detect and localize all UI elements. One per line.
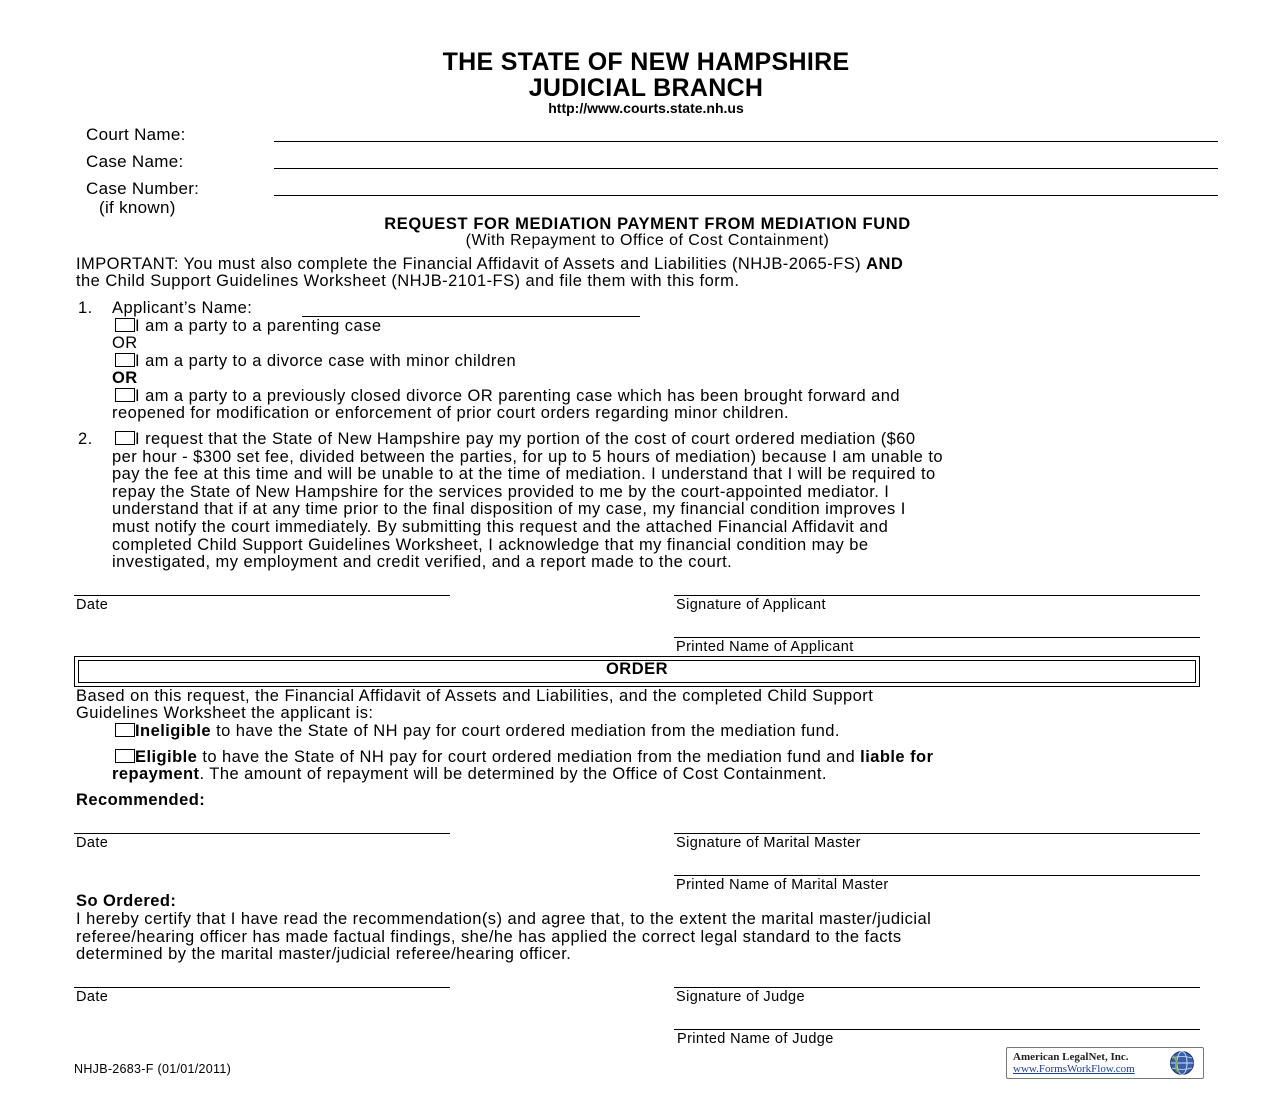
marital-master-printed-name-field[interactable] — [674, 875, 1200, 876]
judge-printed-name-label: Printed Name of Judge — [677, 1031, 834, 1047]
judge-signature-field[interactable] — [674, 987, 1200, 988]
option-parenting-row — [115, 318, 381, 336]
request-payment-checkbox[interactable] — [115, 431, 135, 445]
judge-date-field[interactable] — [74, 987, 450, 988]
case-number-field[interactable] — [274, 195, 1218, 196]
applicant-printed-name-field[interactable] — [674, 637, 1200, 638]
judge-date-label: Date — [76, 989, 109, 1005]
applicant-date-field[interactable] — [74, 595, 450, 596]
request-line: pay the fee at this time and will be unable to at the time of mediation. I understand that I will be required to — [112, 465, 936, 483]
option-divorce-label: I am a party to a divorce case with minor children — [135, 352, 517, 370]
or-separator-2: OR — [112, 369, 138, 387]
recommended-heading: Recommended: — [76, 791, 206, 809]
order-heading-box — [74, 656, 1200, 687]
certification-line: referee/hearing officer has made factual findings, she/he has applied the correct legal standard to the facts — [76, 928, 902, 946]
marital-master-signature-field[interactable] — [674, 833, 1200, 834]
applicant-printed-name-label: Printed Name of Applicant — [676, 639, 854, 655]
state-title: THE STATE OF NEW HAMPSHIRE — [442, 48, 850, 76]
marital-master-signature-label: Signature of Marital Master — [676, 835, 861, 851]
request-line: completed Child Support Guidelines Worksheet, I acknowledge that my financial condition may be — [112, 536, 869, 554]
applicant-name-label: Applicant’s Name: — [112, 299, 253, 317]
judge-printed-name-field[interactable] — [674, 1029, 1200, 1030]
eligible-row-line2: repayment. The amount of repayment will be determined by the Office of Cost Containment. — [112, 765, 827, 783]
form-title: REQUEST FOR MEDIATION PAYMENT FROM MEDIATION FUND — [384, 215, 911, 233]
certification-line: determined by the marital master/judicial referee/hearing officer. — [76, 945, 572, 963]
judge-signature-label: Signature of Judge — [676, 989, 805, 1005]
marital-master-printed-name-label: Printed Name of Marital Master — [676, 877, 889, 893]
parenting-case-checkbox[interactable] — [115, 318, 135, 332]
reopened-case-checkbox[interactable] — [115, 388, 135, 402]
or-separator-1: OR — [112, 334, 138, 352]
option-divorce-row — [115, 353, 516, 371]
option-parenting-label: I am a party to a parenting case — [135, 317, 382, 335]
court-name-field[interactable] — [274, 141, 1218, 142]
applicant-date-label: Date — [76, 597, 109, 613]
important-note-line2: the Child Support Guidelines Worksheet (NHJB-2101-FS) and file them with this form. — [76, 272, 740, 290]
request-line: investigated, my employment and credit verified, and a report made to the court. — [112, 553, 733, 571]
option-reopened-line2: reopened for modification or enforcement of prior court orders regarding minor children. — [112, 404, 790, 422]
request-line: I request that the State of New Hampshire pay my portion of the cost of court ordered mediation ($60 — [135, 430, 916, 448]
courts-url[interactable]: http://www.courts.state.nh.us — [548, 100, 744, 116]
request-line: repay the State of New Hampshire for the services provided to me by the court-appointed mediator. I — [112, 483, 890, 501]
section2-number: 2. — [78, 430, 93, 448]
branch-title: JUDICIAL BRANCH — [528, 74, 764, 102]
case-number-label: Case Number: — [86, 179, 200, 198]
logo-url[interactable]: www.FormsWorkFlow.com — [1013, 1063, 1135, 1075]
case-name-label: Case Name: — [86, 152, 184, 171]
court-name-label: Court Name: — [86, 125, 186, 144]
recommended-date-field[interactable] — [74, 833, 450, 834]
so-ordered-heading: So Ordered: — [76, 892, 177, 910]
logo-company-name: American LegalNet, Inc. — [1013, 1051, 1129, 1063]
request-line: per hour - $300 set fee, divided between the parties, for up to 5 hours of mediation) because I am unable to — [112, 448, 944, 466]
order-heading: ORDER — [605, 660, 669, 678]
forms-workflow-logo[interactable] — [1006, 1047, 1204, 1079]
form-id: NHJB-2683-F (01/01/2011) — [74, 1062, 232, 1076]
recommended-date-label: Date — [76, 835, 109, 851]
globe-icon — [1169, 1050, 1195, 1076]
request-row — [115, 431, 916, 449]
applicant-signature-field[interactable] — [674, 595, 1200, 596]
form-subtitle: (With Repayment to Office of Cost Containment) — [465, 232, 830, 249]
section1-number: 1. — [78, 299, 93, 317]
eligible-checkbox[interactable] — [115, 749, 135, 763]
certification-line: I hereby certify that I have read the recommendation(s) and agree that, to the extent the marital master/judicial — [76, 910, 932, 928]
ineligible-row: Ineligible to have the State of NH pay for court ordered mediation from the mediation fund. — [115, 723, 840, 741]
case-number-note: (if known) — [99, 198, 176, 217]
order-intro-line1: Based on this request, the Financial Affidavit of Assets and Liabilities, and the completed Child Support — [76, 687, 874, 705]
option-reopened-label: I am a party to a previously closed divorce OR parenting case which has been brought forward and — [135, 387, 901, 405]
eligible-row: Eligible to have the State of NH pay for court ordered mediation from the mediation fund and liable for — [115, 749, 933, 767]
important-note-line1: IMPORTANT: You must also complete the Financial Affidavit of Assets and Liabilities (NHJB-2065-FS) AND — [76, 255, 904, 273]
request-line: understand that if at any time prior to the final disposition of my case, my financial condition improves I — [112, 500, 906, 518]
ineligible-checkbox[interactable] — [115, 723, 135, 737]
applicant-signature-label: Signature of Applicant — [676, 597, 826, 613]
order-intro-line2: Guidelines Worksheet the applicant is: — [76, 704, 374, 722]
request-line: must notify the court immediately. By submitting this request and the attached Financial Affidavit and — [112, 518, 889, 536]
divorce-case-checkbox[interactable] — [115, 353, 135, 367]
case-name-field[interactable] — [274, 168, 1218, 169]
